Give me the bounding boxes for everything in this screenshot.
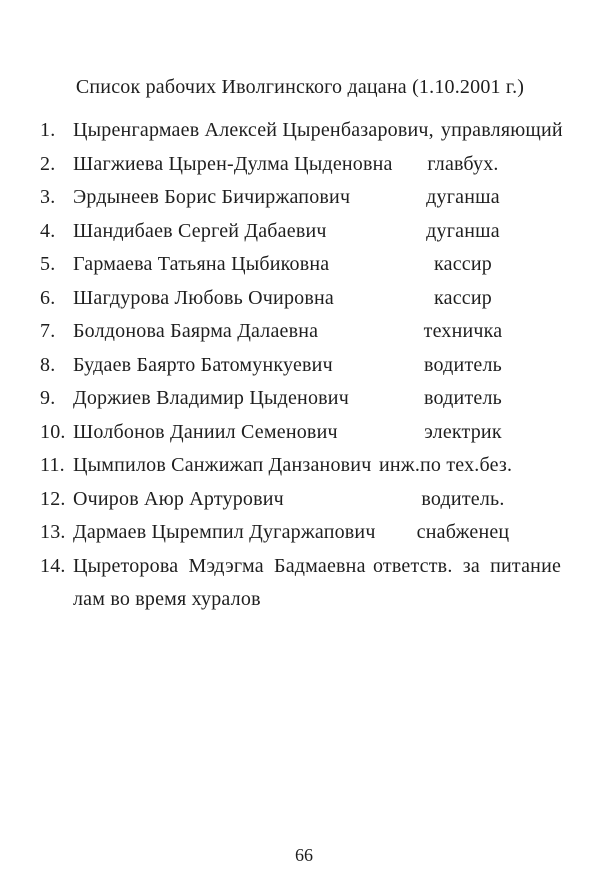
worker-name: Цымпилов Санжижап Данзанович — [73, 454, 372, 476]
worker-name: Будаев Баярто Батомункуевич — [73, 353, 333, 376]
worker-number: 12. — [40, 487, 66, 510]
worker-row — [40, 248, 570, 282]
worker-row — [40, 483, 570, 517]
worker-name: Шагдурова Любовь Очировна — [73, 286, 334, 309]
worker-row — [40, 181, 570, 215]
worker-role: главбух. — [427, 152, 499, 175]
worker-number: 5. — [40, 253, 56, 275]
worker-row — [40, 148, 570, 182]
worker-name: Дармаев Цыремпил Дугаржапович — [73, 521, 376, 543]
worker-number: 14. — [40, 554, 66, 577]
worker-number: 13. — [40, 521, 66, 543]
worker-name: Гармаева Татьяна Цыбиковна — [73, 253, 330, 275]
worker-number: 7. — [40, 320, 56, 342]
worker-name: Цыреторова Мэдэгма Бадмаевна — [73, 554, 366, 577]
worker-name: Шолбонов Даниил Семенович — [73, 420, 338, 443]
worker-role: дуганша — [426, 219, 500, 242]
worker-number: 11. — [40, 454, 65, 476]
worker-row — [40, 516, 570, 550]
worker-number: 3. — [40, 186, 56, 208]
worker-row — [40, 416, 570, 450]
page-title: Список рабочих Иволгинского дацана (1.10.2001 г.) — [75, 76, 525, 98]
worker-name: Цыренгармаев Алексей Цыренбазарович, — [73, 119, 434, 141]
worker-role: дуганша — [426, 186, 500, 208]
worker-number: 6. — [40, 286, 56, 309]
worker-number: 8. — [40, 353, 56, 376]
worker-role: управляющий — [440, 119, 563, 141]
worker-number: 9. — [40, 387, 56, 409]
worker-role-continuation-text: лам во время хуралов — [73, 588, 261, 610]
page-number: 66 — [295, 845, 313, 865]
worker-number: 4. — [40, 219, 56, 242]
worker-row — [40, 315, 570, 349]
worker-role: кассир — [434, 286, 492, 309]
worker-name: Шандибаев Сергей Дабаевич — [73, 219, 327, 242]
worker-name: Шагжиева Цырен-Дулма Цыденовна — [73, 152, 393, 175]
worker-row — [40, 550, 570, 584]
worker-list — [40, 114, 570, 617]
worker-row — [40, 349, 570, 383]
worker-role: водитель. — [421, 487, 505, 510]
worker-role: водитель — [424, 387, 502, 409]
worker-role: водитель — [424, 353, 502, 376]
worker-row-continuation — [40, 583, 570, 617]
worker-row — [40, 449, 570, 483]
worker-number: 1. — [40, 119, 56, 141]
worker-name: Доржиев Владимир Цыденович — [73, 387, 349, 409]
worker-row — [40, 282, 570, 316]
worker-name: Очиров Аюр Артурович — [73, 487, 284, 510]
worker-number: 10. — [40, 420, 66, 443]
worker-row — [40, 114, 570, 148]
worker-role: инж.по тех.без. — [379, 454, 513, 476]
worker-role: электрик — [424, 420, 502, 443]
worker-name: Болдонова Баярма Далаевна — [73, 320, 319, 342]
worker-role: техничка — [423, 320, 503, 342]
worker-role: ответств. за питание — [373, 554, 562, 577]
worker-row — [40, 382, 570, 416]
worker-row — [40, 215, 570, 249]
worker-number: 2. — [40, 152, 56, 175]
worker-role: снабженец — [416, 521, 510, 543]
worker-name: Эрдынеев Борис Бичиржапович — [73, 186, 351, 208]
worker-role: кассир — [434, 253, 492, 275]
